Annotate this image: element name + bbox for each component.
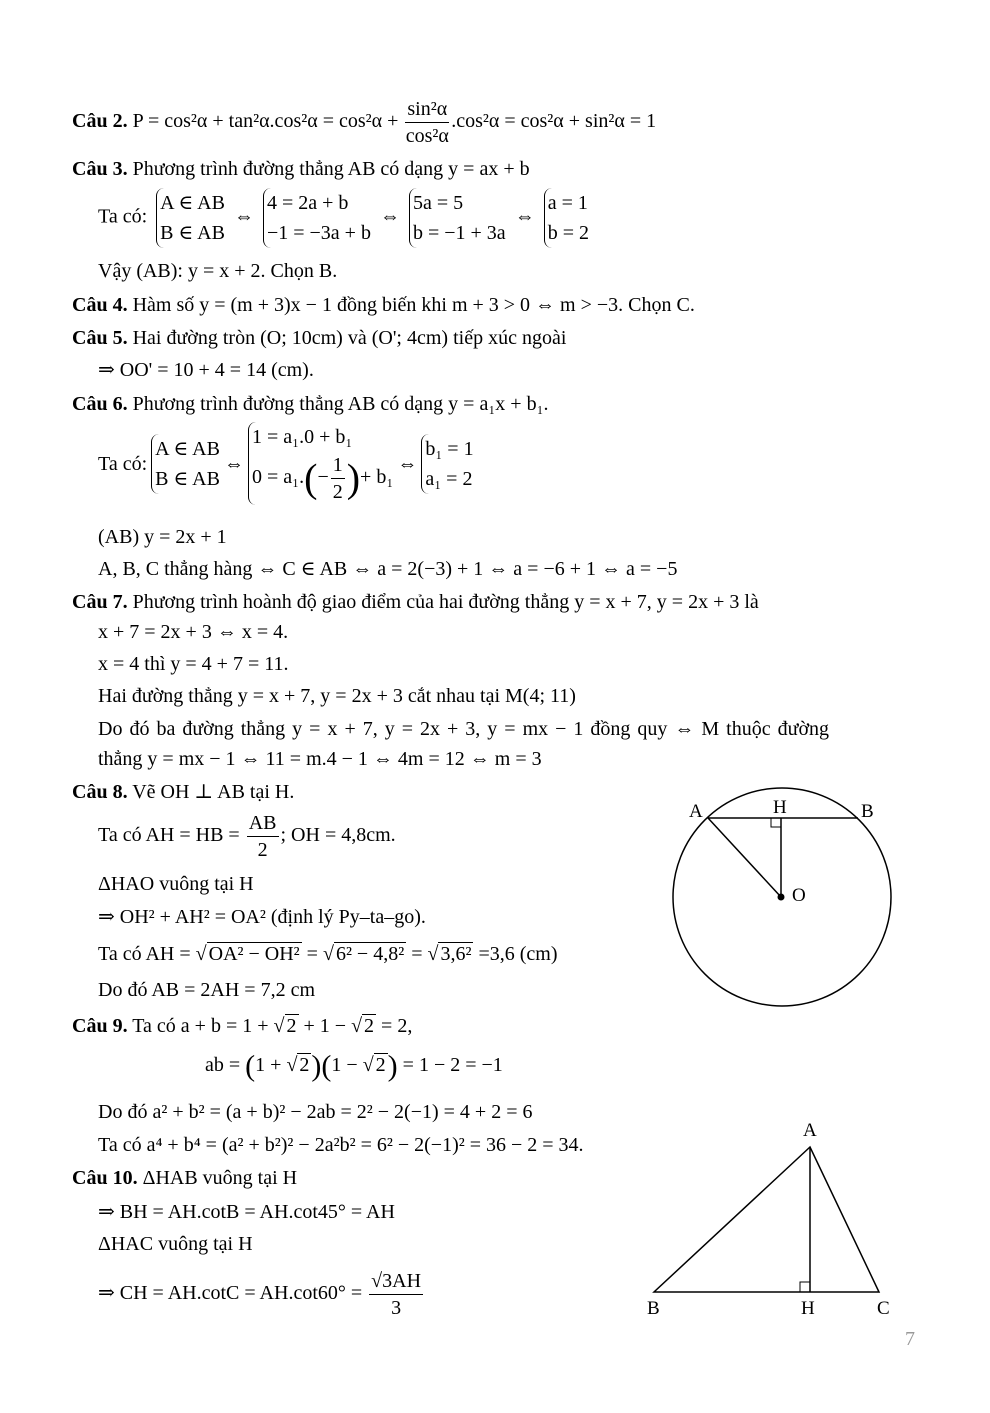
- question-label: Câu 2.: [72, 110, 128, 133]
- solution-line: [98, 810, 396, 863]
- solution-line: Ta có AH = √ OA² − OH² = √ 6² − 4,8² = √ 3,6² =3,6 (cm): [98, 943, 558, 965]
- equation-system: [248, 422, 393, 505]
- eq: b = −1 + 3a: [412, 222, 506, 244]
- math-text: =: [301, 943, 323, 965]
- math-text: =: [406, 943, 428, 965]
- math-text: = 2,: [376, 1015, 413, 1037]
- triangle-figure: [630, 1110, 910, 1325]
- right-angle-mark: [800, 1282, 810, 1292]
- label-a: A: [803, 1120, 817, 1141]
- question-7: [72, 589, 759, 615]
- question-label: Câu 8.: [72, 781, 128, 803]
- label-h: H: [801, 1298, 815, 1319]
- question-text: Hai đường tròn (O; 10cm) và (O'; 4cm) tiếp xúc ngoài: [132, 327, 567, 349]
- center-point: [778, 894, 785, 901]
- question-text: Vẽ OH ⊥ AB tại H.: [132, 781, 295, 803]
- question-text: Phương trình hoành độ giao điểm của hai đường thẳng y = x + 7, y = 2x + 3 là: [132, 591, 759, 613]
- solution-line: Hai đường thẳng y = x + 7, y = 2x + 3 cắt nhau tại M(4; 11): [98, 685, 576, 707]
- label-a: A: [689, 801, 703, 822]
- solution-line: ab = (1 + √ 2)(1 − √ 2) = 1 − 2 = −1: [205, 1049, 503, 1083]
- math-text: .cos²α = cos²α + sin²α = 1: [451, 110, 657, 133]
- solution-line: x + 7 = 2x + 3 ⇔ x = 4.: [98, 621, 289, 643]
- question-label: Câu 3.: [72, 158, 128, 180]
- eq: 4 = 2a + b: [266, 192, 349, 214]
- label-h: H: [773, 797, 787, 818]
- solution-line: [98, 1268, 425, 1321]
- paren: ): [346, 455, 361, 501]
- numerator: sin²α: [405, 96, 449, 123]
- question-6: [72, 391, 549, 417]
- math-text: Ta có a + b = 1 +: [132, 1015, 274, 1037]
- system-row: [98, 422, 478, 505]
- fraction: [247, 810, 279, 863]
- math-text: P = cos²α + tan²α.cos²α = cos²α +: [132, 110, 404, 133]
- solution-line: Do đó ba đường thẳng y = x + 7, y = 2x + 3, y = mx − 1 đồng quy ⇔ M thuộc đường: [98, 718, 830, 740]
- question-text: Hàm số y = (m + 3)x − 1 đồng biến khi m + 3 > 0 ⇔ m > −3. Chọn C.: [132, 294, 695, 316]
- question-text: Phương trình đường thẳng AB có dạng y = a₁x + b₁.: [132, 393, 549, 415]
- question-text: ΔHAB vuông tại H: [142, 1167, 298, 1189]
- page-number: 7: [905, 1328, 915, 1350]
- denominator: 2: [257, 839, 268, 861]
- equation-system: [544, 188, 589, 248]
- question-4: [72, 292, 695, 318]
- triangle-abc: [654, 1147, 879, 1292]
- eq: 1 = a₁.0 + b₁: [251, 426, 353, 448]
- solution-line: ΔHAC vuông tại H: [98, 1233, 253, 1255]
- label-b: B: [861, 801, 874, 822]
- question-5: [72, 325, 566, 351]
- circle-figure: [660, 780, 910, 1020]
- math-text: −: [317, 466, 329, 489]
- question-label: Câu 4.: [72, 294, 128, 316]
- solution-line: thẳng y = mx − 1 ⇔ 11 = m.4 − 1 ⇔ 4m = 12 ⇔ m = 3: [98, 748, 542, 770]
- sqrt-content: 2: [299, 1054, 310, 1076]
- label-c: C: [877, 1298, 890, 1319]
- text: Ta có:: [98, 205, 148, 228]
- question-10: [72, 1165, 297, 1191]
- solution-line: ⇒ BH = AH.cotB = AH.cot45° = AH: [98, 1201, 395, 1223]
- right-angle-mark: [771, 818, 781, 827]
- eq: B ∈ AB: [160, 222, 225, 244]
- eq: 5a = 5: [412, 192, 464, 214]
- equation-system: [409, 188, 506, 248]
- math-text: = 1 − 2 = −1: [397, 1054, 503, 1076]
- solution-line: ⇒ OO' = 10 + 4 = 14 (cm).: [98, 359, 314, 381]
- math-text: 1 −: [331, 1054, 363, 1076]
- question-label: Câu 5.: [72, 327, 128, 349]
- fraction: [331, 452, 345, 505]
- fraction: [405, 96, 449, 149]
- sqrt-content: 2: [286, 1015, 297, 1037]
- eq: −1 = −3a + b: [266, 222, 371, 244]
- eq: B ∈ AB: [155, 467, 220, 490]
- sqrt-content: 6² − 4,8²: [335, 943, 405, 965]
- math-text: + 1 −: [298, 1015, 352, 1037]
- numerator: 1: [331, 452, 345, 479]
- solution-line: ⇒ OH² + AH² = OA² (định lý Py–ta–go).: [98, 906, 426, 928]
- segment-oa: [708, 818, 781, 897]
- question-label: Câu 9.: [72, 1015, 128, 1037]
- math-text: =3,6 (cm): [473, 943, 558, 965]
- eq: A ∈ AB: [160, 192, 225, 214]
- label-o: O: [792, 885, 806, 906]
- denominator: 2: [332, 481, 343, 503]
- equation-system: [156, 188, 225, 248]
- equation-system: [151, 434, 220, 494]
- iff-symbol: ⇔: [514, 205, 535, 228]
- system-row: [98, 188, 593, 248]
- math-text: + b₁: [360, 466, 394, 489]
- fraction: [369, 1268, 423, 1321]
- paren: ): [387, 1049, 398, 1083]
- math-text: ab =: [205, 1054, 246, 1076]
- math-text: 0 = a₁.: [251, 466, 305, 489]
- question-3: [72, 156, 530, 182]
- solution-line: x = 4 thì y = 4 + 7 = 11.: [98, 653, 289, 675]
- solution-line: ΔHAO vuông tại H: [98, 873, 254, 895]
- equation-system: [263, 188, 371, 248]
- text: Ta có:: [98, 452, 148, 475]
- iff-symbol: ⇔: [223, 452, 244, 475]
- eq: [252, 452, 393, 505]
- equation-system: [421, 434, 473, 494]
- paren: (: [304, 455, 318, 501]
- eq: b₁ = 1: [425, 437, 474, 460]
- question-label: Câu 10.: [72, 1167, 138, 1189]
- question-2: [72, 96, 656, 149]
- paren: (: [245, 1049, 256, 1083]
- iff-symbol: ⇔: [379, 205, 400, 228]
- question-label: Câu 7.: [72, 591, 128, 613]
- paren: )(: [311, 1049, 332, 1083]
- sqrt-content: 2: [375, 1054, 386, 1076]
- solution-line: Do đó a² + b² = (a + b)² − 2ab = 2² − 2(−1) = 4 + 2 = 6: [98, 1101, 533, 1123]
- numerator: √3AH: [369, 1268, 423, 1295]
- question-9: Câu 9. Ta có a + b = 1 + √ 2 + 1 − √ 2 = 2,: [72, 1015, 413, 1037]
- math-text: ⇒ CH = AH.cotC = AH.cot60° =: [98, 1282, 368, 1305]
- denominator: cos²α: [405, 125, 449, 147]
- sqrt-content: 3,6²: [440, 943, 472, 965]
- eq: a₁ = 2: [425, 467, 473, 490]
- iff-symbol: ⇔: [233, 205, 254, 228]
- question-text: Phương trình đường thẳng AB có dạng y = ax + b: [132, 158, 530, 180]
- iff-symbol: ⇔: [397, 452, 418, 475]
- math-text: ; OH = 4,8cm.: [280, 824, 396, 847]
- sqrt-content: 2: [364, 1015, 375, 1037]
- question-label: Câu 6.: [72, 393, 128, 415]
- denominator: 3: [391, 1297, 402, 1319]
- solution-line: A, B, C thẳng hàng ⇔ C ∈ AB ⇔ a = 2(−3) + 1 ⇔ a = −6 + 1 ⇔ a = −5: [98, 558, 678, 580]
- solution-line: Ta có a⁴ + b⁴ = (a² + b²)² − 2a²b² = 6² − 2(−1)² = 36 − 2 = 34.: [98, 1134, 584, 1156]
- solution-line: (AB) y = 2x + 1: [98, 526, 227, 548]
- solution-line: Do đó AB = 2AH = 7,2 cm: [98, 979, 316, 1001]
- label-b: B: [647, 1298, 660, 1319]
- sqrt-content: OA² − OH²: [208, 943, 300, 965]
- eq: A ∈ AB: [155, 437, 220, 460]
- question-8: [72, 779, 294, 805]
- numerator: AB: [247, 810, 279, 837]
- conclusion: Vậy (AB): y = x + 2. Chọn B.: [98, 260, 338, 282]
- math-text: 1 +: [255, 1054, 287, 1076]
- eq: b = 2: [547, 222, 589, 244]
- eq: a = 1: [547, 192, 588, 214]
- math-text: Ta có AH = HB =: [98, 824, 245, 847]
- math-text: Ta có AH =: [98, 943, 196, 965]
